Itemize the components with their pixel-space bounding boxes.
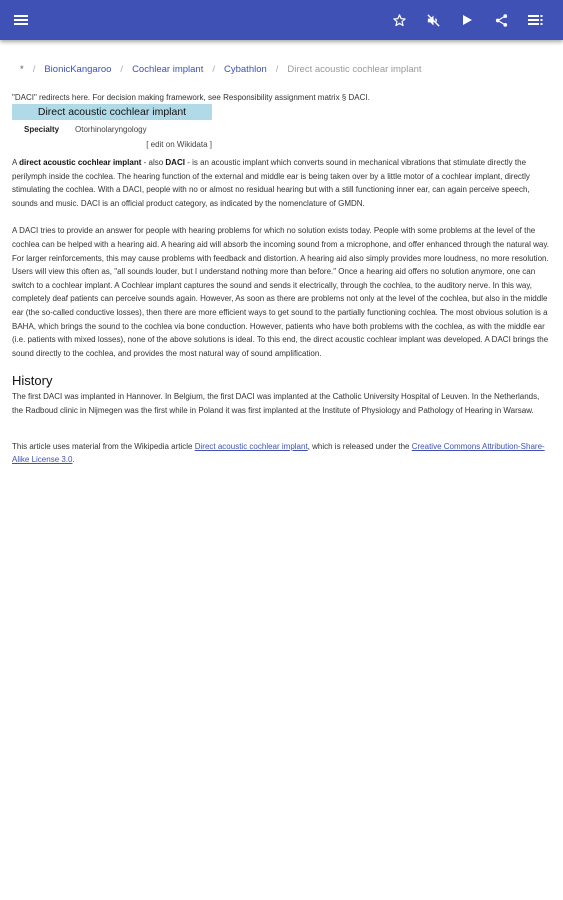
play-icon[interactable]	[450, 0, 484, 40]
article-content	[12, 56, 550, 467]
breadcrumb-item-cybathlon[interactable]: Cybathlon	[224, 64, 267, 75]
breadcrumb	[12, 56, 550, 84]
hatnote: "DACI" redirects here. For decision making framework, see Responsibility assignment matrix § DACI.	[12, 93, 370, 102]
infobox-row-specialty	[12, 124, 212, 135]
cc-license-link[interactable]: Creative Commons Attribution-Share-Alike License 3.0	[12, 441, 545, 465]
edit-on-wikidata-link[interactable]: [ edit on Wikidata ]	[146, 140, 212, 149]
breadcrumb-separator: /	[120, 64, 124, 75]
intro-paragraph	[12, 156, 550, 210]
body-paragraph: A DACI tries to provide an answer for people with hearing problems for which no solution exists today. People with some problems at the level of the cochlea can be helped with a hearing aid. A hearing aid will absorb the incoming sound from a microphone, and offer enhanced through the natural way. For larger reinforcements, this may cause problems with feedback and distortion. A hearing aid also simply provides more loudness, no more resolution. Users will view this often as, "all sounds louder, but I understand nothing more than before." Once a hearing aid offers no solution anymore, one can switch to a cochlear implant. A Cochlear implant captures the sound and sends it electrically, through the cochlea, to the auditory nerve. In this way, completely deaf patients can perceive sounds again. However, As soon as there are problems not only at the level of the cochlea, but also in the middle ear (the so-called conductive losses), then there are more efficient ways to get sound to the partially functioning cochlea. The most obvious solution is a BAHA, which brings the sound to the cochlea via bone conduction. However, patients who have both problems with the cochlea, as with the middle ear (i.e. patients with mixed losses), none of the above solutions is ideal. To this end, the direct acoustic cochlear implant was developed. A DACI brings the sound directly to the cochlea, and provides the most natural way of sound amplification.	[12, 226, 549, 358]
mute-icon[interactable]	[416, 0, 450, 40]
infobox-value: Otorhinolaryngology	[75, 125, 147, 134]
breadcrumb-item-cochlear-implant[interactable]: Cochlear implant	[132, 64, 204, 75]
intro-mid: - also	[141, 158, 166, 167]
infobox	[12, 104, 212, 150]
breadcrumb-separator: /	[275, 64, 279, 75]
intro-rest: - is an acoustic implant which converts sound in mechanical vibrations that stimulate directly the perilymph inside the cochlea. The hearing function of the external and middle ear is being taken over by a little motor of a cochlear implant, directly stimulating the cochlea. With a DACI, people with no or almost no residual hearing but with a still functioning inner ear, can again perceive speech, sounds and music. DACI is an official product category, as indicated by the nomenclature of GMDN.	[12, 158, 530, 208]
breadcrumb-item-bionickangaroo[interactable]: BionicKangaroo	[44, 64, 112, 75]
infobox-label: Specialty	[24, 125, 60, 134]
breadcrumb-home[interactable]: *	[20, 64, 24, 75]
star-icon[interactable]	[382, 0, 416, 40]
menu-icon[interactable]	[4, 0, 38, 40]
history-paragraph: The first DACI was implanted in Hannover. In Belgium, the first DACI was implanted at the Catholic University Hospital of Leuven. In the Netherlands, the Radboud clinic in Nijmegen was the first while in Poland it was first implanted at the Institute of Physiology and Pathology of Hearing in Warsaw.	[12, 392, 540, 415]
infobox-title: Direct acoustic cochlear implant	[12, 104, 212, 120]
breadcrumb-current: Direct acoustic cochlear implant	[287, 64, 422, 75]
license-middle: , which is released under the	[307, 441, 412, 451]
wikipedia-article-link[interactable]: Direct acoustic cochlear implant	[194, 441, 308, 451]
breadcrumb-separator: /	[212, 64, 215, 75]
license-prefix: This article uses material from the Wikipedia article	[12, 441, 195, 451]
intro-lead: A	[12, 158, 20, 167]
license-suffix: .	[72, 455, 75, 465]
term-bold: direct acoustic cochlear implant	[19, 158, 142, 167]
history-heading: History	[12, 373, 53, 389]
breadcrumb-separator: /	[32, 64, 36, 75]
license-notice	[12, 440, 550, 467]
share-icon[interactable]	[484, 0, 518, 40]
abbr-bold: DACI	[165, 158, 185, 167]
app-bar	[0, 0, 563, 40]
toc-icon[interactable]	[518, 0, 552, 40]
